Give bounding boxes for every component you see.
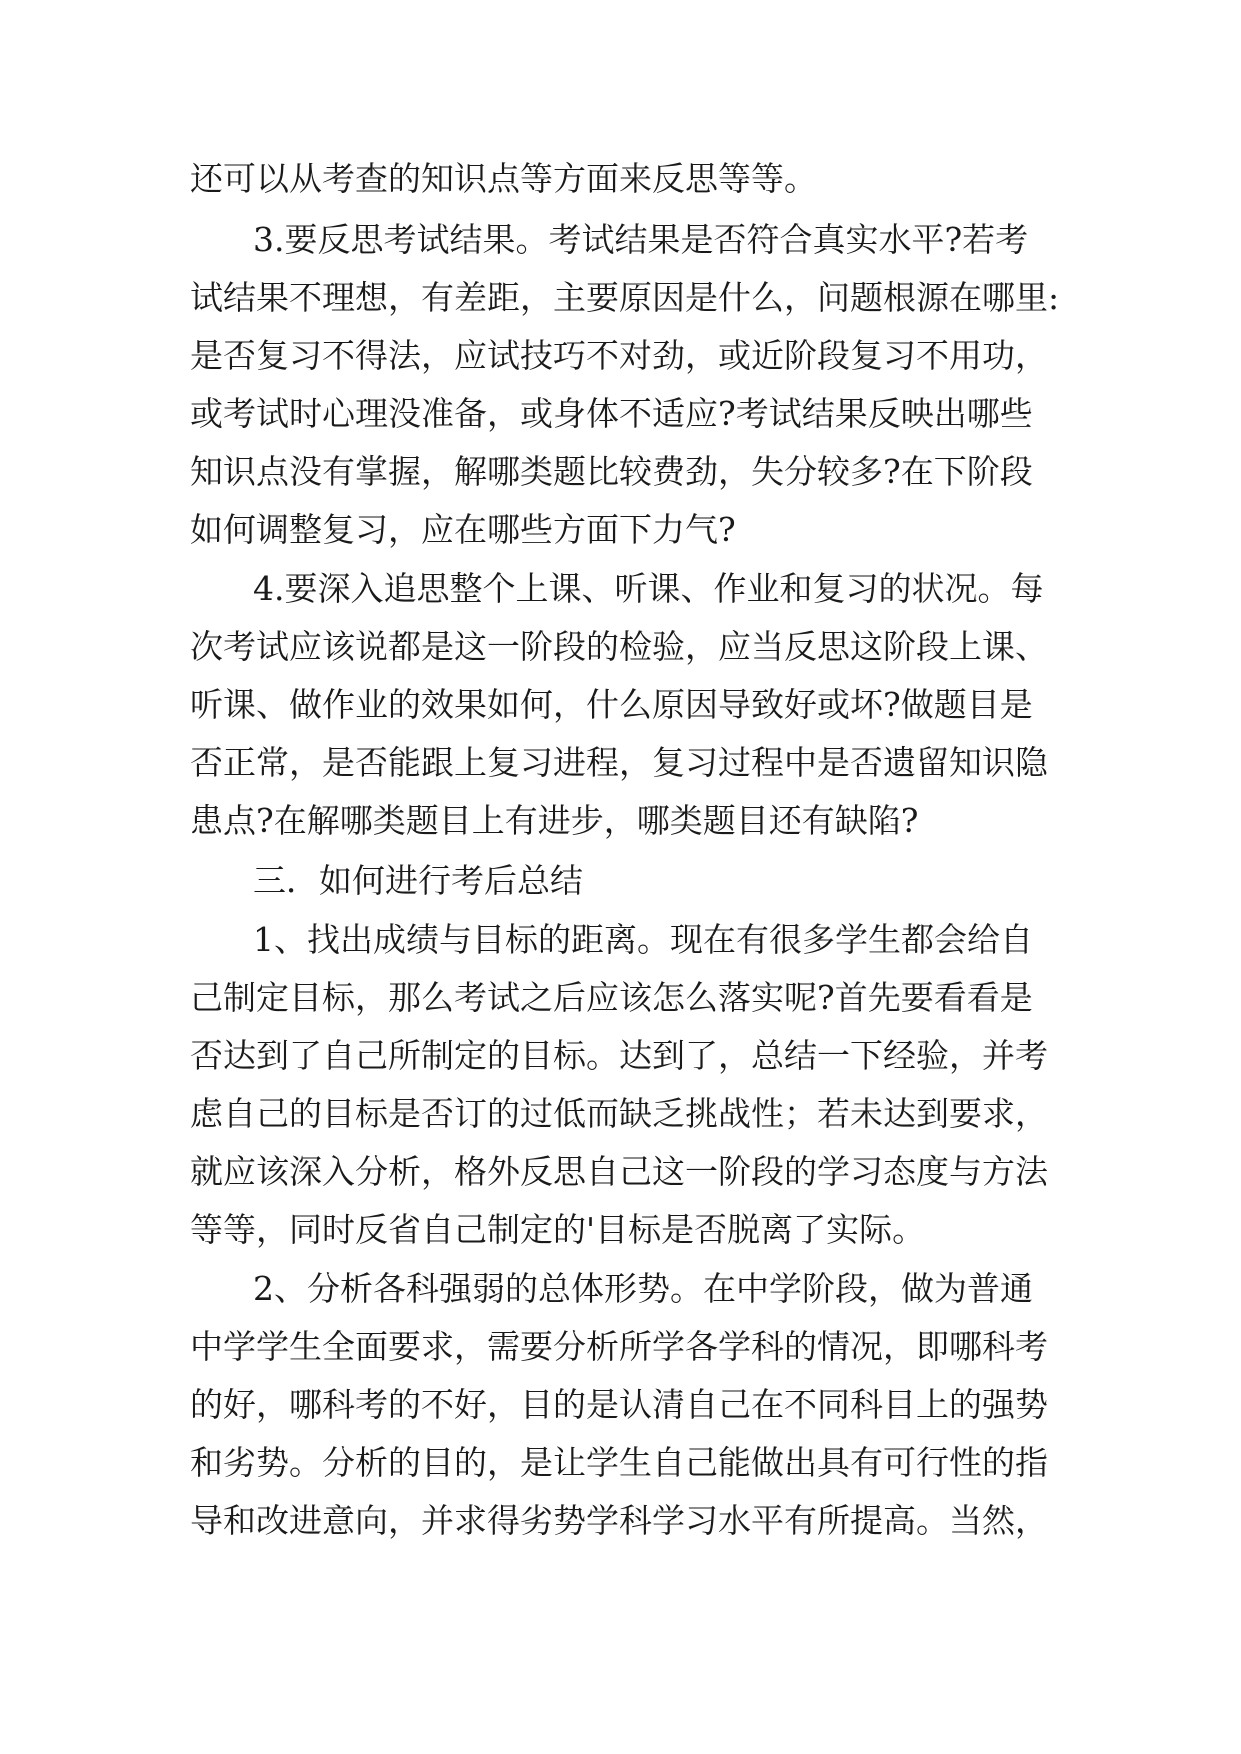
text-line: 1、找出成绩与目标的距离。现在有很多学生都会给自	[253, 920, 1033, 959]
text-line: 虑自己的目标是否订的过低而缺乏挑战性；若未达到要求，	[190, 1094, 1048, 1133]
text-line: 导和改进意向，并求得劣势学科学习水平有所提高。当然，	[190, 1501, 1048, 1540]
text-line: 己制定目标，那么考试之后应该怎么落实呢?首先要看看是	[190, 978, 1033, 1017]
text-line: 否达到了自己所制定的目标。达到了，总结一下经验，并考	[190, 1036, 1048, 1075]
text-line: 等等，同时反省自己制定的'目标是否脱离了实际。	[190, 1210, 926, 1249]
text-line: 2、分析各科强弱的总体形势。在中学阶段，做为普通	[253, 1269, 1033, 1308]
text-line: 和劣势。分析的目的，是让学生自己能做出具有可行性的指	[190, 1443, 1048, 1482]
text-line: 4.要深入追思整个上课、听课、作业和复习的状况。每	[253, 569, 1044, 608]
text-line: 患点?在解哪类题目上有进步，哪类题目还有缺陷?	[190, 801, 919, 840]
section-heading: 三．如何进行考后总结	[253, 861, 583, 900]
text-line: 是否复习不得法，应试技巧不对劲，或近阶段复习不用功，	[190, 336, 1048, 375]
text-line: 否正常，是否能跟上复习进程，复习过程中是否遗留知识隐	[190, 743, 1048, 782]
text-line: 3.要反思考试结果。考试结果是否符合真实水平?若考	[253, 220, 1029, 259]
text-line: 次考试应该说都是这一阶段的检验，应当反思这阶段上课、	[190, 627, 1048, 666]
text-line: 试结果不理想，有差距，主要原因是什么，问题根源在哪里:	[190, 278, 1060, 317]
text-line: 知识点没有掌握，解哪类题比较费劲，失分较多?在下阶段	[190, 452, 1033, 491]
text-line: 中学学生全面要求，需要分析所学各学科的情况，即哪科考	[190, 1327, 1048, 1366]
text-line: 的好，哪科考的不好，目的是认清自己在不同科目上的强势	[190, 1385, 1048, 1424]
text-line: 或考试时心理没准备，或身体不适应?考试结果反映出哪些	[190, 394, 1033, 433]
text-line: 听课、做作业的效果如何，什么原因导致好或坏?做题目是	[190, 685, 1033, 724]
text-line: 就应该深入分析，格外反思自己这一阶段的学习态度与方法	[190, 1152, 1048, 1191]
text-line: 还可以从考查的知识点等方面来反思等等。	[190, 159, 817, 198]
text-line: 如何调整复习，应在哪些方面下力气?	[190, 510, 736, 549]
